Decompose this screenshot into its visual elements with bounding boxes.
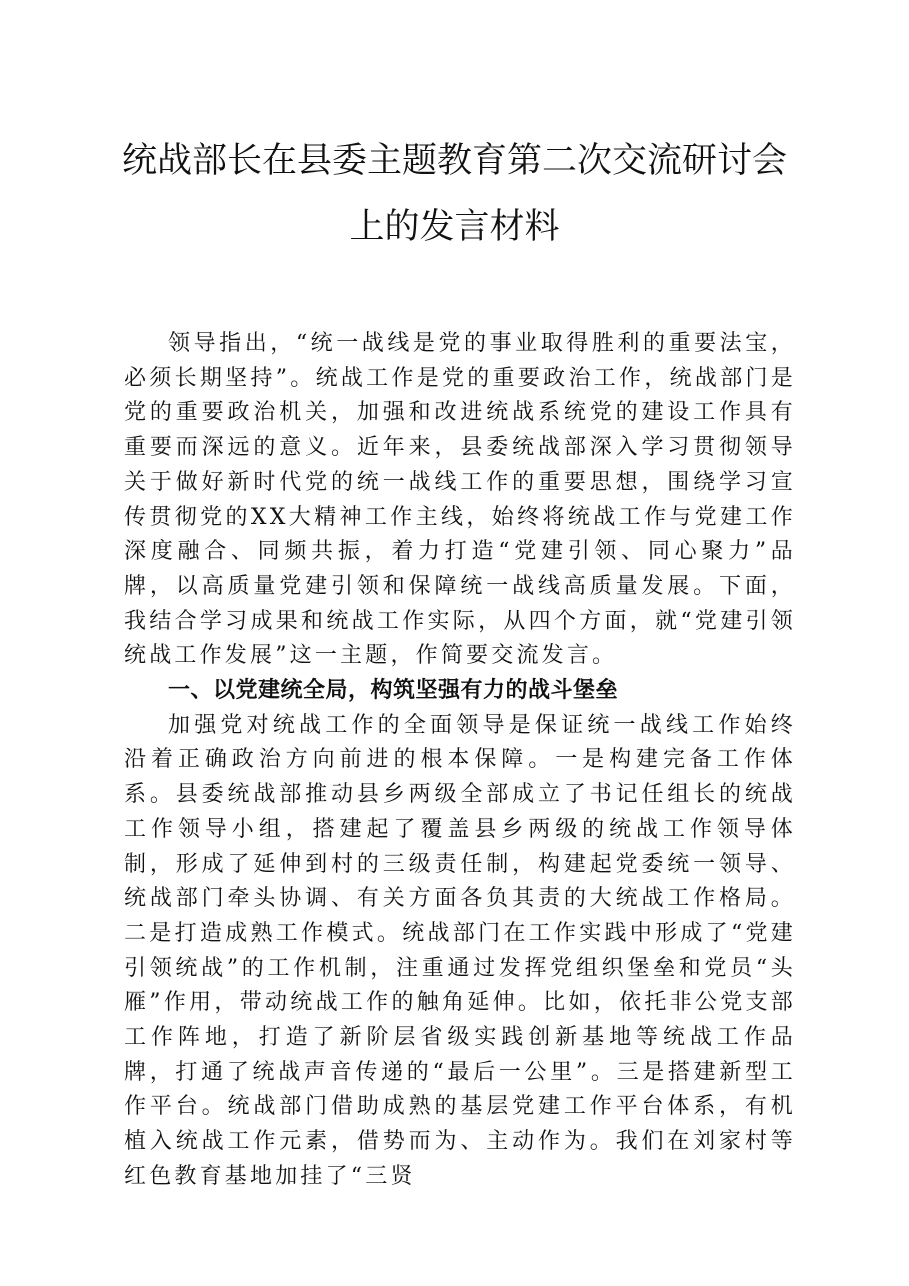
document-body	[124, 327, 796, 1195]
section-paragraph: 加强党对统战工作的全面领导是保证统一战线工作始终沿着正确政治方向前进的根本保障。一是构建完备工作体系。县委统战部推动县乡两级全部成立了书记任组长的统战工作领导小组，搭建起了覆盖县乡两级的统战工作领导体制，形成了延伸到村的三级责任制，构建起党委统一领导、统战部门牵头协调、有关方面各负其责的大统战工作格局。二是打造成熟工作模式。统战部门在工作实践中形成了“党建引领统战”的工作机制，注重通过发挥党组织堡垒和党员“头雁”作用，带动统战工作的触角延伸。比如，依托非公党支部工作阵地，打造了新阶层省级实践创新基地等统战工作品牌，打通了统战声音传递的“最后一公里”。三是搭建新型工作平台。统战部门借助成熟的基层党建工作平台体系，有机植入统战工作元素，借势而为、主动作为。我们在刘家村等红色教育基地加挂了“三贤	[124, 712, 796, 1189]
document-title: 统战部长在县委主题教育第二次交流研讨会上的发言材料	[121, 141, 787, 247]
intro-paragraph: 领导指出，“统一战线是党的事业取得胜利的重要法宝，必须长期坚持”。统战工作是党的重要政治工作，统战部门是党的重要政治机关，加强和改进统战系统党的建设工作具有重要而深远的意义。近年来，县委统战部深入学习贯彻领导关于做好新时代党的统一战线工作的重要思想，围绕学习宣传贯彻党的XX大精神工作主线，始终将统战工作与党建工作深度融合、同频共振，着力打造“党建引领、同心聚力”品牌，以高质量党建引领和保障统一战线高质量发展。下面，我结合学习成果和统战工作实际，从四个方面，就“党建引领统战工作发展”这一主题，作简要交流发言。	[124, 331, 796, 669]
section-heading: 一、以党建统全局，构筑坚强有力的战斗堡垒	[168, 678, 619, 704]
